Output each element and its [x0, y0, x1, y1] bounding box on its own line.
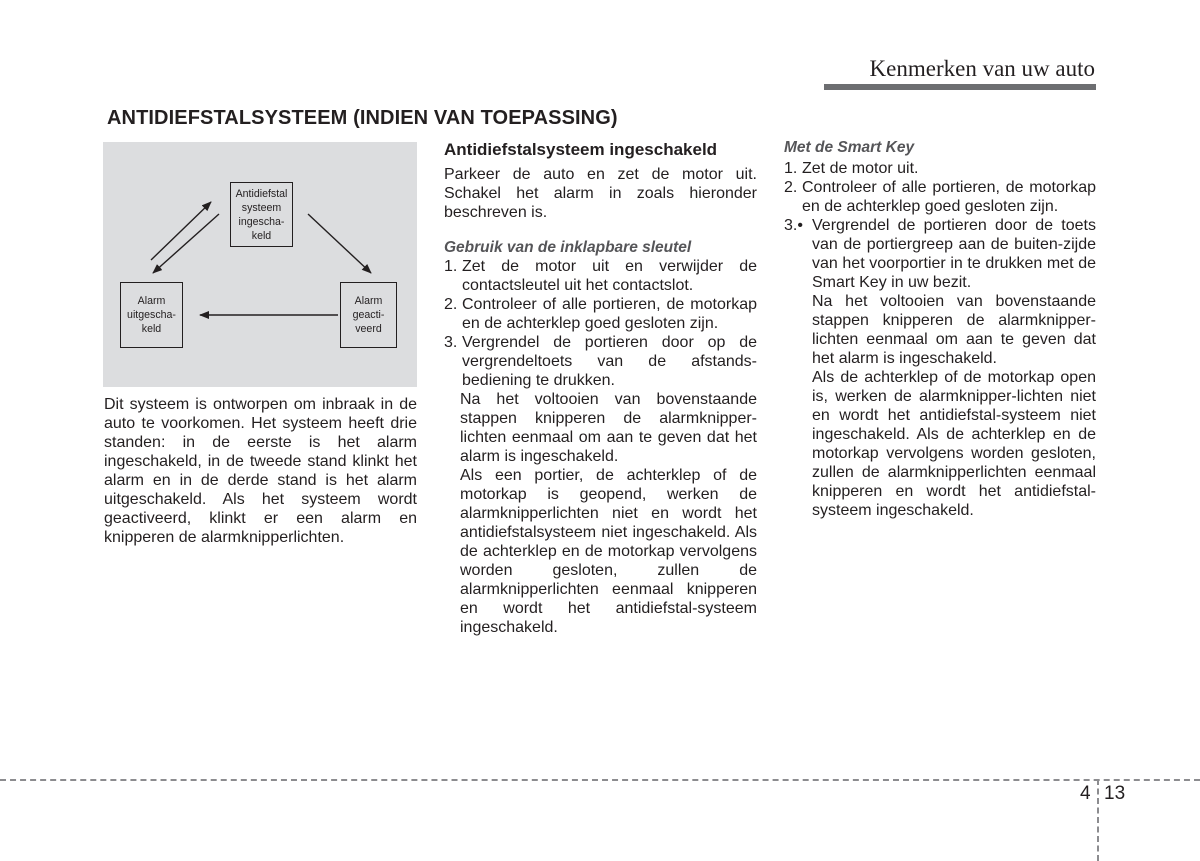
chapter-number: 4: [1080, 783, 1091, 804]
folding-key-note-2: Als een portier, de achterklep of de motorkap is geopend, werken de alarmknipperlichten niet en wordt het antidiefstalsysteem niet ingeschakeld. Als de achterklep en de motorkap vervolgens worden gesloten, zullen de alarmknipperlichten eenmaal knipperen en wordt het antidiefstal-systeem ingeschakeld.: [460, 467, 757, 636]
alarm-state-diagram: [103, 142, 417, 387]
folding-key-step: [444, 257, 757, 295]
arrow-top-to-right: [308, 214, 371, 273]
footer-page-divider: [1097, 779, 1099, 861]
folding-key-subheading: Gebruik van de inklapbare sleutel: [444, 239, 692, 256]
step-number: 1.: [444, 258, 458, 275]
folding-key-note-1: Na het voltooien van bovenstaande stappen knipperen de alarmknipper-lichten eenmaal om aan te geven dat het alarm is ingeschakeld.: [460, 391, 757, 465]
state-box-disabled: [120, 282, 183, 348]
footer-dashed-rule: [0, 779, 1200, 781]
arrow-left-to-top: [151, 202, 211, 260]
diagram-arrows: [103, 142, 417, 387]
state-box-enabled-label: Antidiefstal systeem ingescha- keld: [235, 187, 288, 242]
smart-key-note-1: Na het voltooien van bovenstaande stappen knipperen de alarmknipper-lichten eenmaal om aan te geven dat het alarm is ingeschakeld.: [812, 293, 1096, 367]
step-number: 2.: [444, 296, 458, 313]
smart-key-note-2: Als de achterklep of de motorkap open is, werken de alarmknipper-lichten niet en wordt het antidiefstal-systeem niet ingeschakeld. Als de achterklep en de motorkap vervolgens worden gesloten, zullen de alarmknipperlichten eenmaal knipperen en wordt het antidiefstal-systeem ingeschakeld.: [812, 369, 1096, 519]
step-number: 3.•: [784, 217, 803, 234]
page-number: 13: [1104, 783, 1126, 804]
step-text: Controleer of alle portieren, de motorkap en de achterklep goed gesloten zijn.: [462, 296, 757, 332]
smart-key-step: [784, 178, 1096, 216]
section-title: ANTIDIEFSTALSYSTEEM (INDIEN VAN TOEPASSING): [107, 107, 618, 129]
step-text: Vergrendel de portieren door de toets van de portiergreep aan de buiten-zijde van het voorportier in te drukken met de Smart Key in uw bezit.: [812, 217, 1096, 291]
chapter-header-title: Kenmerken van uw auto: [869, 56, 1095, 81]
step-number: 2.: [784, 179, 798, 196]
folding-key-step: [444, 295, 757, 333]
state-box-activated-label: Alarm geacti- veerd: [352, 295, 385, 335]
folding-key-step: [444, 333, 757, 390]
header-rule: [824, 84, 1096, 90]
state-box-activated: [340, 282, 397, 348]
smart-key-step: [784, 216, 1096, 292]
arrow-top-to-left: [153, 214, 219, 273]
step-text: Zet de motor uit.: [802, 160, 919, 177]
smart-key-subheading: Met de Smart Key: [784, 139, 915, 156]
smart-key-step: [784, 159, 1096, 178]
step-text: Zet de motor uit en verwijder de contactsleutel uit het contactslot.: [462, 258, 757, 294]
state-box-enabled: [230, 182, 293, 247]
enabled-intro: Parkeer de auto en zet de motor uit. Schakel het alarm in zoals hieronder beschreven is.: [444, 166, 757, 221]
step-text: Controleer of alle portieren, de motorkap en de achterklep goed gesloten zijn.: [802, 179, 1096, 215]
step-number: 3.: [444, 334, 458, 351]
enabled-heading: Antidiefstalsysteem ingeschakeld: [444, 140, 718, 159]
step-number: 1.: [784, 160, 798, 177]
step-text: Vergrendel de portieren door op de vergrendeltoets van de afstands-bediening te drukken.: [462, 334, 757, 389]
intro-paragraph: Dit systeem is ontworpen om inbraak in de auto te voorkomen. Het systeem heeft drie standen: in de eerste is het alarm ingeschakeld, in de tweede stand klinkt het alarm en in de derde stand is het alarm uitgeschakeld. Als het systeem wordt geactiveerd, klinkt er een alarm en knipperen de alarmknipperlichten.: [104, 396, 417, 546]
state-box-disabled-label: Alarm uitgescha- keld: [127, 295, 176, 335]
